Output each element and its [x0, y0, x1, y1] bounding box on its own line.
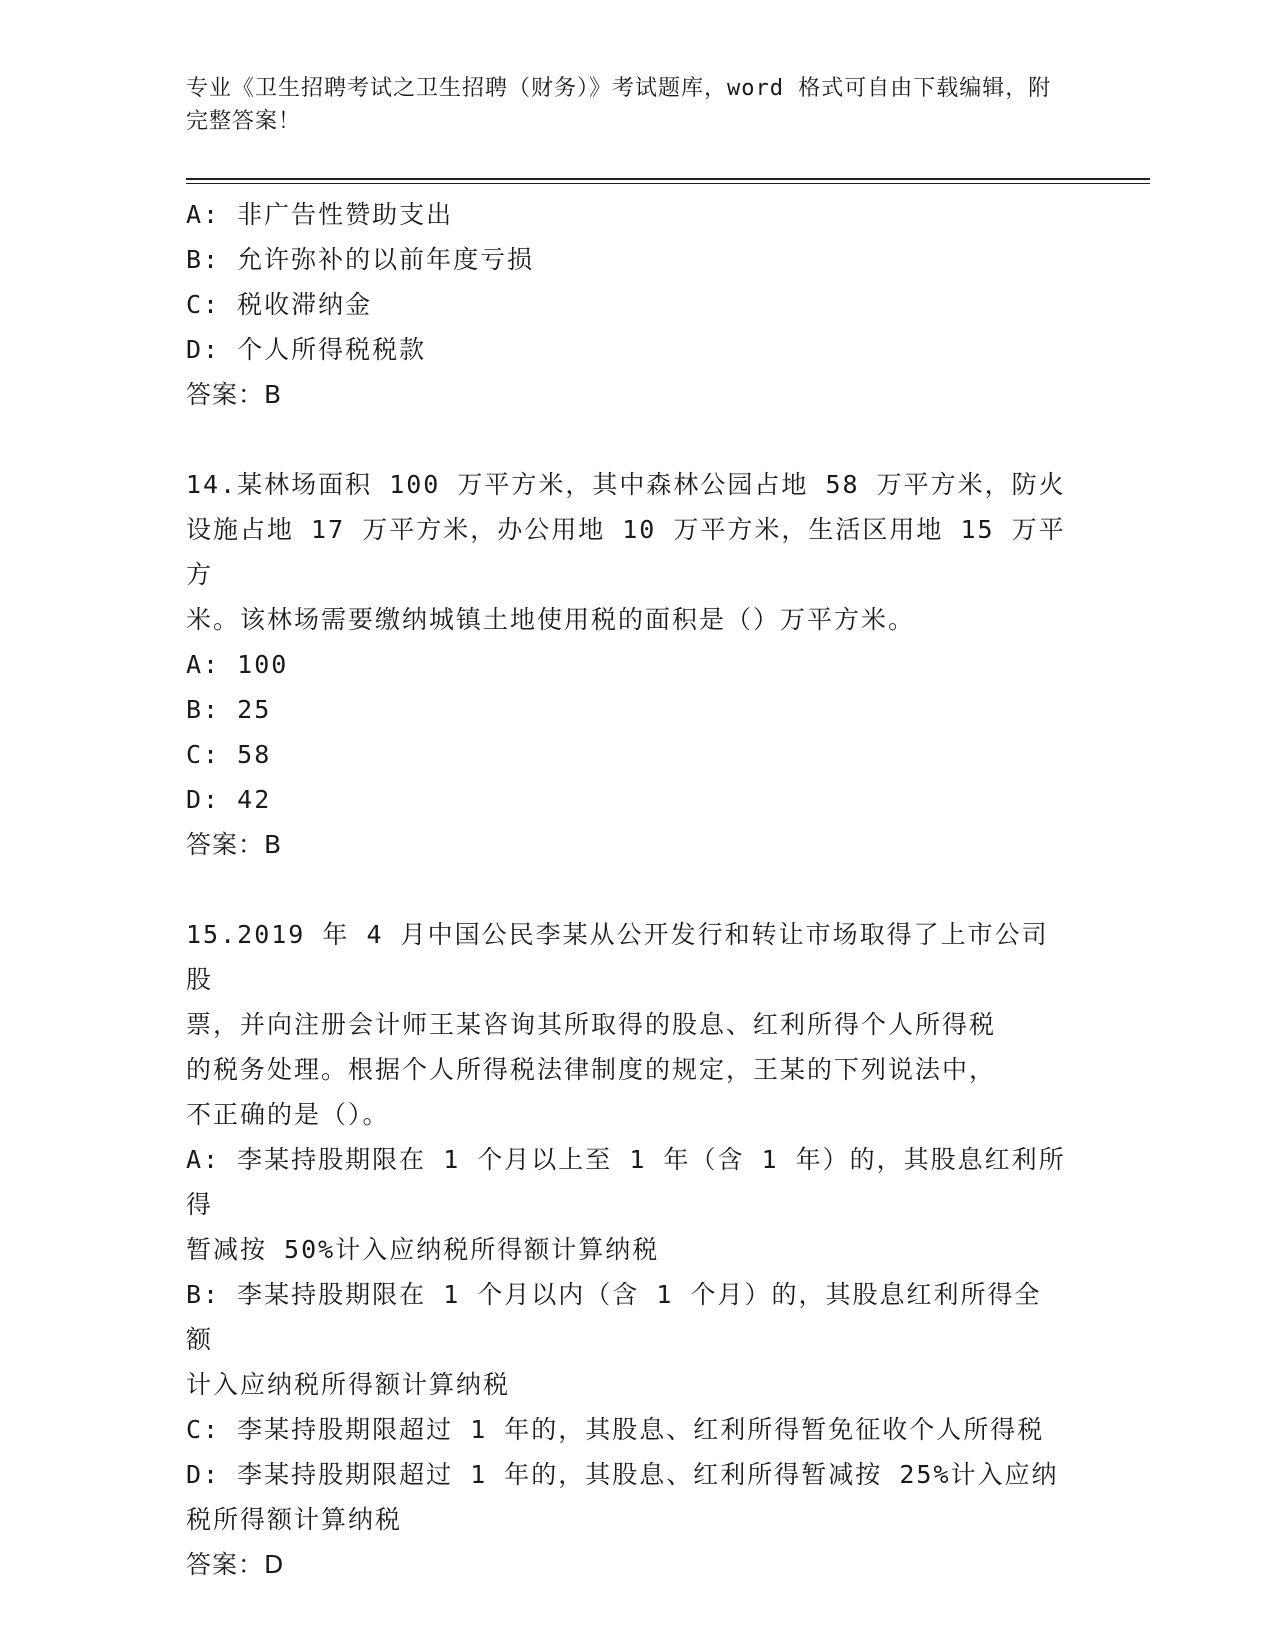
option-b: B: 李某持股期限在 1 个月以内（含 1 个月）的，其股息红利所得全额: [186, 1280, 1042, 1354]
option-a: A: 李某持股期限在 1 个月以上至 1 年（含 1 年）的，其股息红利所得: [186, 1145, 1066, 1219]
question-text-line: 票，并向注册会计师王某咨询其所取得的股息、红利所得个人所得税: [186, 1010, 997, 1039]
option-c: C: 税收滞纳金: [186, 290, 373, 319]
option-a-continued: 暂减按 50%计入应纳税所得额计算纳税: [186, 1235, 660, 1264]
question-14-block: [186, 462, 1066, 867]
question-text-line: 15.2019 年 4 月中国公民李某从公开发行和转让市场取得了上市公司股: [186, 920, 1049, 994]
option-a: A: 100: [186, 650, 289, 679]
spacer: [186, 867, 1066, 912]
option-c: C: 李某持股期限超过 1 年的，其股息、红利所得暂免征收个人所得税: [186, 1415, 1045, 1444]
question-text-line: 的税务处理。根据个人所得税法律制度的规定，王某的下列说法中，: [186, 1055, 997, 1084]
question-text-line: 不正确的是（）。: [186, 1100, 390, 1129]
option-d: D: 个人所得税税款: [186, 335, 427, 364]
option-d: D: 李某持股期限超过 1 年的，其股息、红利所得暂减按 25%计入应纳: [186, 1460, 1059, 1489]
answer-line: 答案：B: [186, 380, 283, 409]
question-13-block: [186, 192, 1066, 417]
option-c: C: 58: [186, 740, 272, 769]
document-header: 专业《卫生招聘考试之卫生招聘（财务）》考试题库，word 格式可自由下载编辑，附完整答案！: [186, 76, 1052, 134]
question-15-block: [186, 912, 1066, 1587]
document-body: [186, 192, 1066, 1587]
option-d-continued: 税所得额计算纳税: [186, 1505, 403, 1534]
option-b: B: 25: [186, 695, 272, 724]
header-divider: [186, 178, 1150, 184]
question-text-line: 14.某林场面积 100 万平方米，其中森林公园占地 58 万平方米，防火: [186, 470, 1066, 499]
option-b: B: 允许弥补的以前年度亏损: [186, 245, 535, 274]
option-b-continued: 计入应纳税所得额计算纳税: [186, 1370, 511, 1399]
question-text-line: 设施占地 17 万平方米，办公用地 10 万平方米，生活区用地 15 万平方: [186, 515, 1066, 589]
question-text-line: 米。该林场需要缴纳城镇土地使用税的面积是（）万平方米。: [186, 605, 916, 634]
spacer: [186, 417, 1066, 462]
option-a: A: 非广告性赞助支出: [186, 200, 454, 229]
answer-line: 答案：D: [186, 1550, 285, 1579]
answer-line: 答案：B: [186, 830, 283, 859]
option-d: D: 42: [186, 785, 272, 814]
